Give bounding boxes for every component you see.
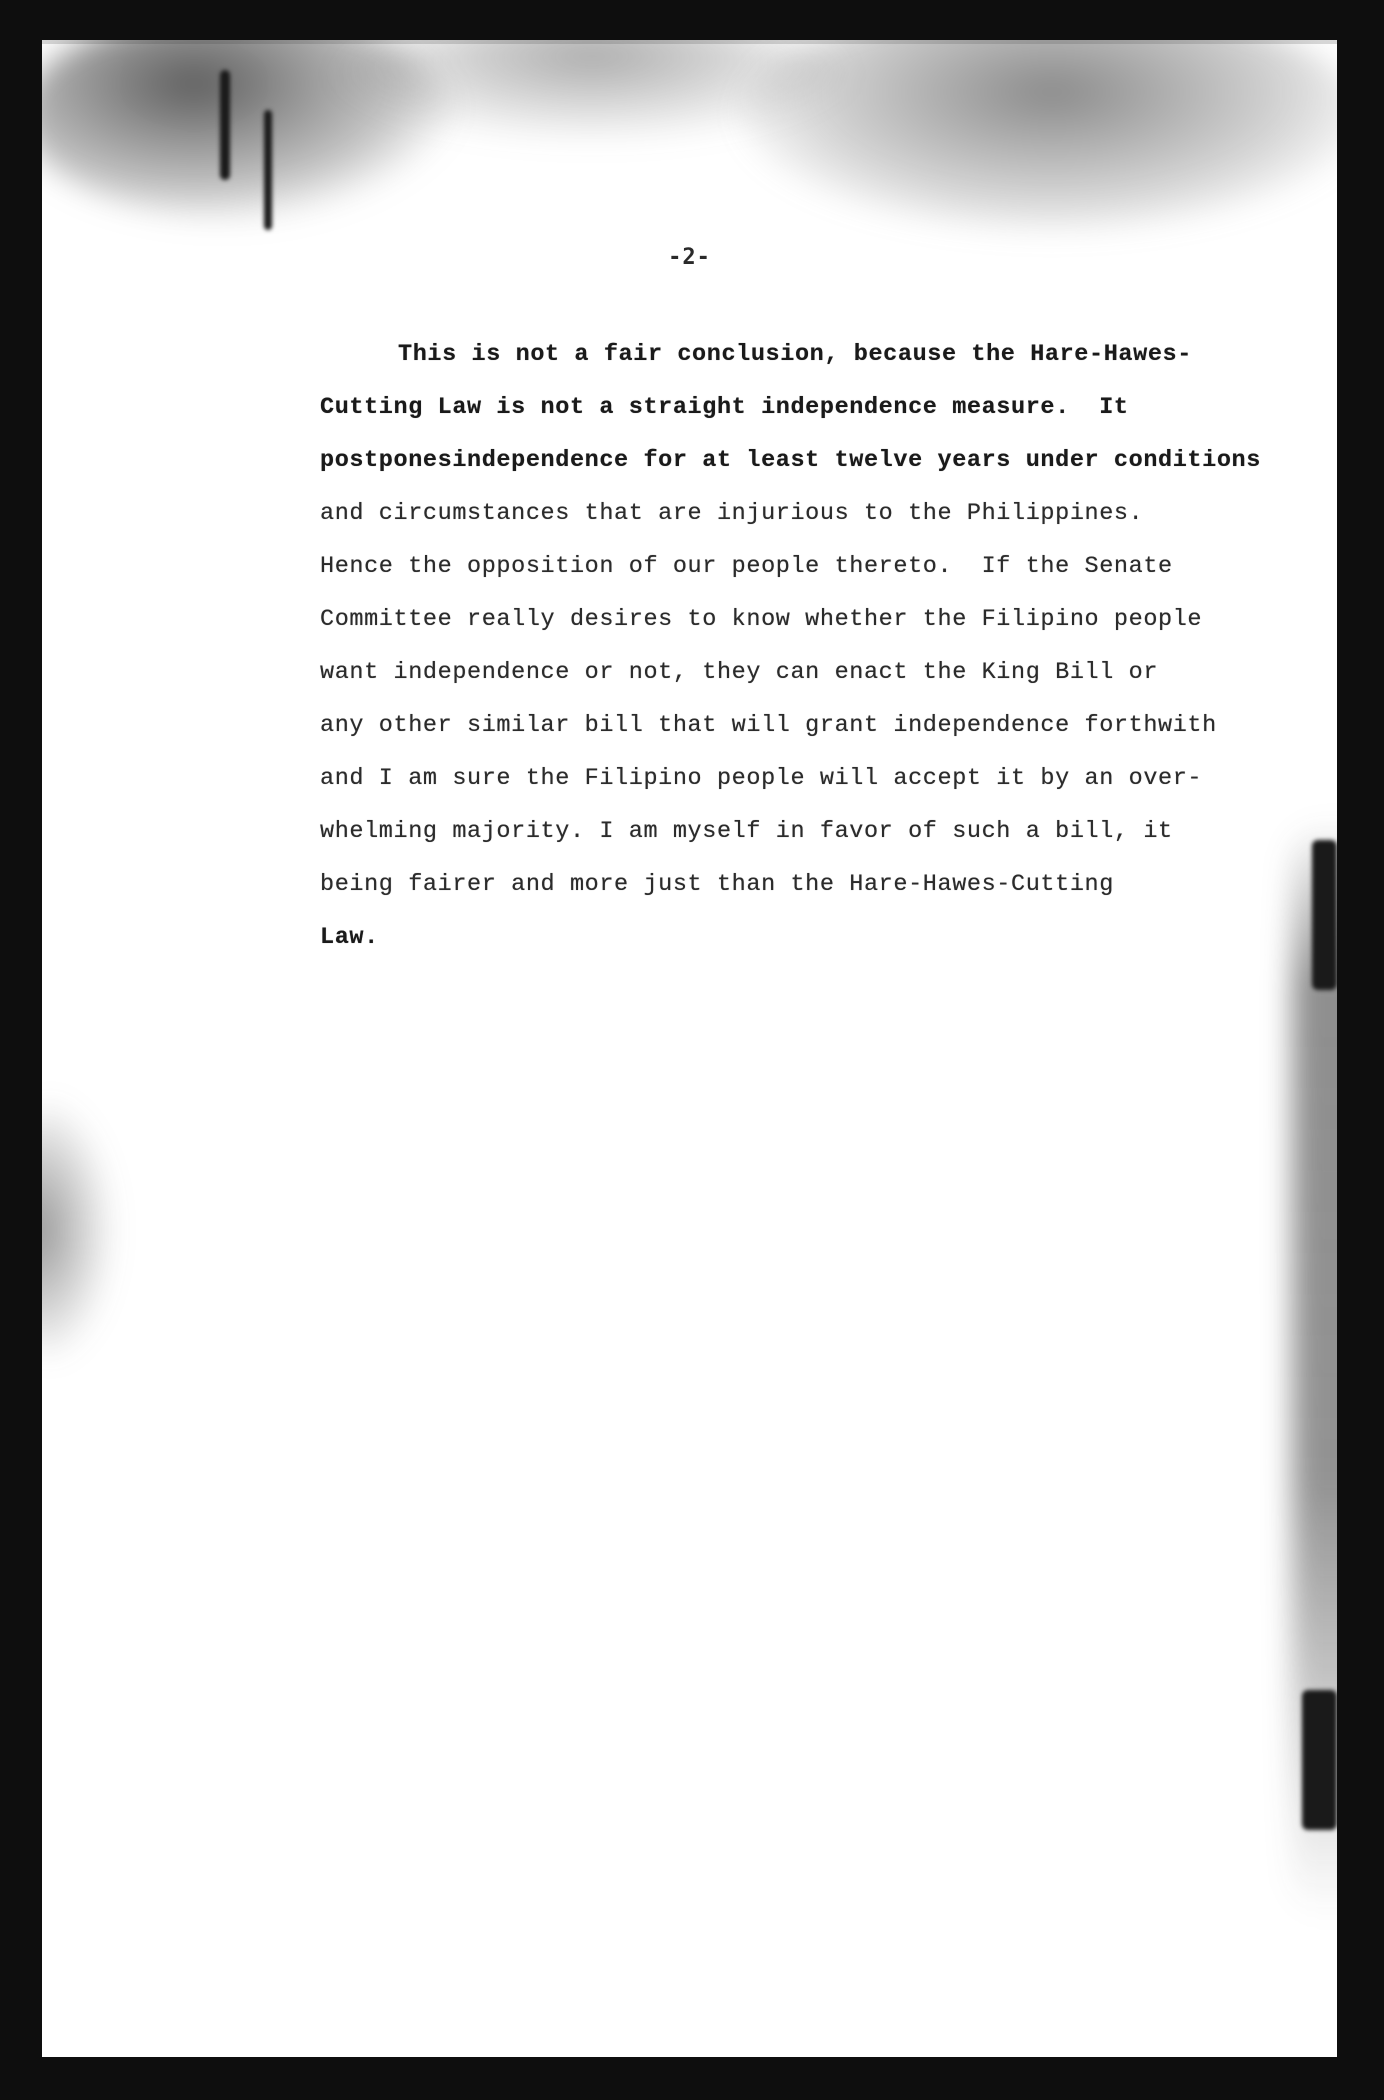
ink-streak [264,110,272,230]
text-line: and I am sure the Filipino people will accept it by an over- [320,765,1203,792]
text-line: want independence or not, they can enact the King Bill or [320,659,1159,686]
page-top-edge [42,40,1337,44]
ink-stain-top-right [742,40,1337,230]
text-line: Committee really desires to know whether the Filipino people [320,606,1203,633]
page-number: -2- [668,245,711,270]
text-line: being fairer and more just than the Hare-Hawes-Cutting [320,871,1114,898]
body-paragraph [320,328,1330,964]
ink-streak [1302,1690,1337,1830]
text-line: This is not a fair conclusion, because the Hare-Hawes- [398,341,1192,368]
document-page [42,40,1337,2057]
ink-streak [220,70,230,180]
ink-stain-top-middle [332,40,852,140]
ink-stain-left-edge [42,1100,112,1360]
text-line: postponesindependence for at least twelve years under conditions [320,447,1261,474]
text-line: Law. [320,924,379,951]
ink-stain-top-left [42,40,452,220]
text-line: and circumstances that are injurious to the Philippines. [320,500,1144,527]
text-line: Hence the opposition of our people thereto. If the Senate [320,553,1173,580]
text-line: Cutting Law is not a straight independence measure. It [320,394,1129,421]
text-line: any other similar bill that will grant independence forthwith [320,712,1217,739]
text-line: whelming majority. I am myself in favor of such a bill, it [320,818,1173,845]
